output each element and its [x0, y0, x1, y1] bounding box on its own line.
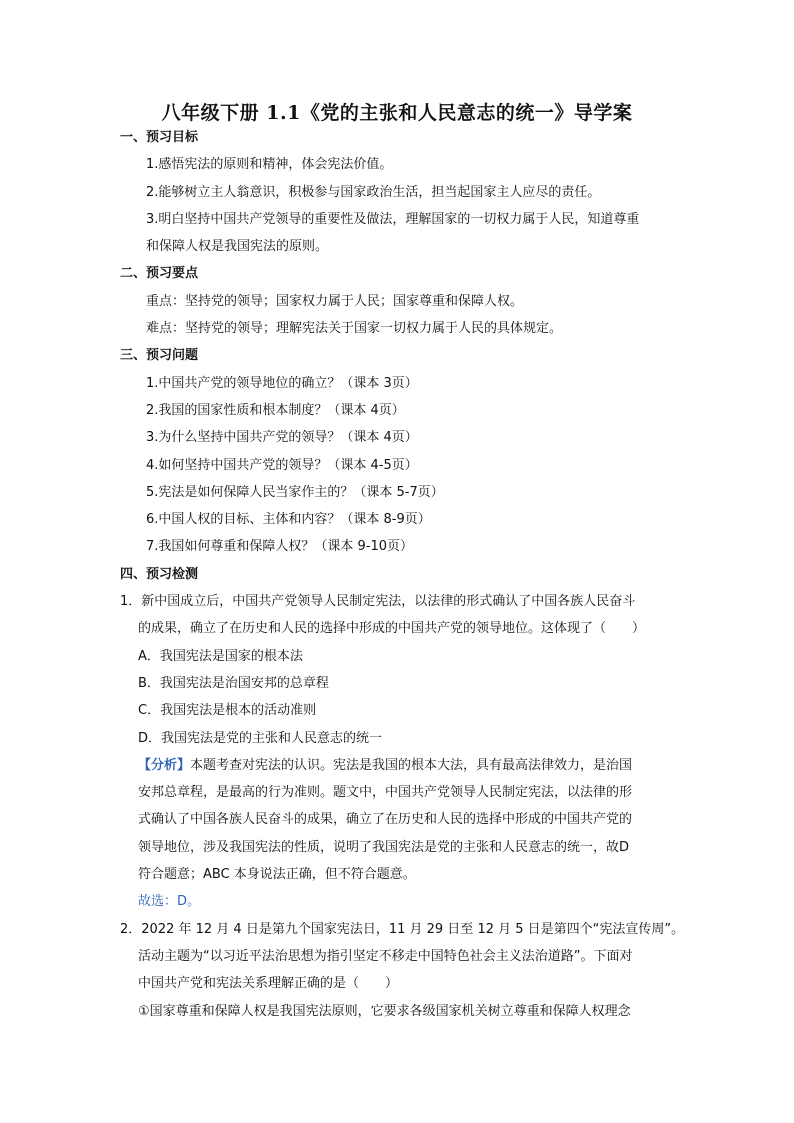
- section-heading: 四、预习检测: [120, 566, 199, 582]
- list-item: 2.能够树立主人翁意识，积极参与国家政治生活，担当起国家主人应尽的责任。: [146, 184, 601, 200]
- list-item: 7.我国如何尊重和保障人权？（课本 9-10页）: [146, 539, 414, 555]
- section-heading: 二、预习要点: [120, 266, 199, 282]
- document-body: [120, 124, 685, 1025]
- list-item: 3.为什么坚持中国共产党的领导？（课本 4页）: [146, 430, 418, 446]
- section-heading: 一、预习目标: [120, 130, 199, 145]
- question-2-stem-cont: 中国共产党和宪法关系理解正确的是（ ）: [138, 976, 399, 992]
- list-item: 重点：坚持党的领导；国家权力属于人民；国家尊重和保障人权。: [146, 293, 524, 309]
- option-d: D．我国宪法是党的主张和人民意志的统一: [138, 730, 383, 746]
- page-title: 八年级下册 1.1《党的主张和人民意志的统一》导学案: [161, 102, 633, 124]
- analysis-text: 本题考查对宪法的认识。宪法是我国的根本大法，具有最高法律效力，是治国: [190, 757, 633, 773]
- question-2-stem: 2．2022 年 12 月 4 日是第九个国家宪法日，11 月 29 日至 12 月 5 日是第四个“宪法宣传周”。: [120, 921, 685, 937]
- option-b: B．我国宪法是治国安邦的总章程: [138, 675, 329, 691]
- list-item: 3.明白坚持中国共产党领导的重要性及做法，理解国家的一切权力属于人民，知道尊重: [146, 211, 640, 227]
- analysis-line: 领导地位，涉及我国宪法的性质，说明了我国宪法是党的主张和人民意志的统一，故D: [138, 839, 630, 855]
- question-1-stem-cont: 的成果，确立了在历史和人民的选择中形成的中国共产党的领导地位。这体现了（ ）: [138, 621, 646, 637]
- analysis-line: [120, 752, 680, 779]
- list-item: 4.如何坚持中国共产党的领导？（课本 4-5页）: [146, 457, 418, 473]
- question-2-item: ①国家尊重和保障人权是我国宪法原则，它要求各级国家机关树立尊重和保障人权理念: [138, 1003, 631, 1019]
- list-item: 1.感悟宪法的原则和精神，体会宪法价值。: [146, 157, 393, 173]
- list-item-continuation: 和保障人权是我国宪法的原则。: [146, 239, 329, 255]
- section-heading: 三、预习问题: [120, 348, 199, 364]
- option-a: A．我国宪法是国家的根本法: [138, 648, 303, 664]
- option-c: C．我国宪法是根本的活动准则: [138, 703, 317, 719]
- list-item: 难点：坚持党的领导；理解宪法关于国家一切权力属于人民的具体规定。: [146, 321, 563, 337]
- list-item: 5.宪法是如何保障人民当家作主的？（课本 5-7页）: [146, 484, 444, 500]
- list-item: 1.中国共产党的领导地位的确立？（课本 3页）: [146, 375, 418, 391]
- analysis-line: 式确认了中国各族人民奋斗的成果，确立了在历史和人民的选择中形成的中国共产党的: [138, 812, 633, 828]
- analysis-tag: 【分析】: [138, 757, 191, 773]
- question-1-stem: 1．新中国成立后，中国共产党领导人民制定宪法，以法律的形式确认了中国各族人民奋斗: [120, 594, 636, 610]
- answer-line: 故选：D。: [138, 894, 201, 910]
- list-item: 2.我国的国家性质和根本制度？（课本 4页）: [146, 402, 405, 418]
- question-2-stem-cont: 活动主题为“以习近平法治思想为指引坚定不移走中国特色社会主义法治道路”。下面对: [138, 948, 633, 964]
- analysis-line: 安邦总章程，是最高的行为准则。题文中，中国共产党领导人民制定宪法，以法律的形: [138, 785, 633, 801]
- analysis-line: 符合题意；ABC 本身说法正确，但不符合题意。: [138, 867, 416, 883]
- list-item: 6.中国人权的目标、主体和内容？（课本 8-9页）: [146, 512, 431, 528]
